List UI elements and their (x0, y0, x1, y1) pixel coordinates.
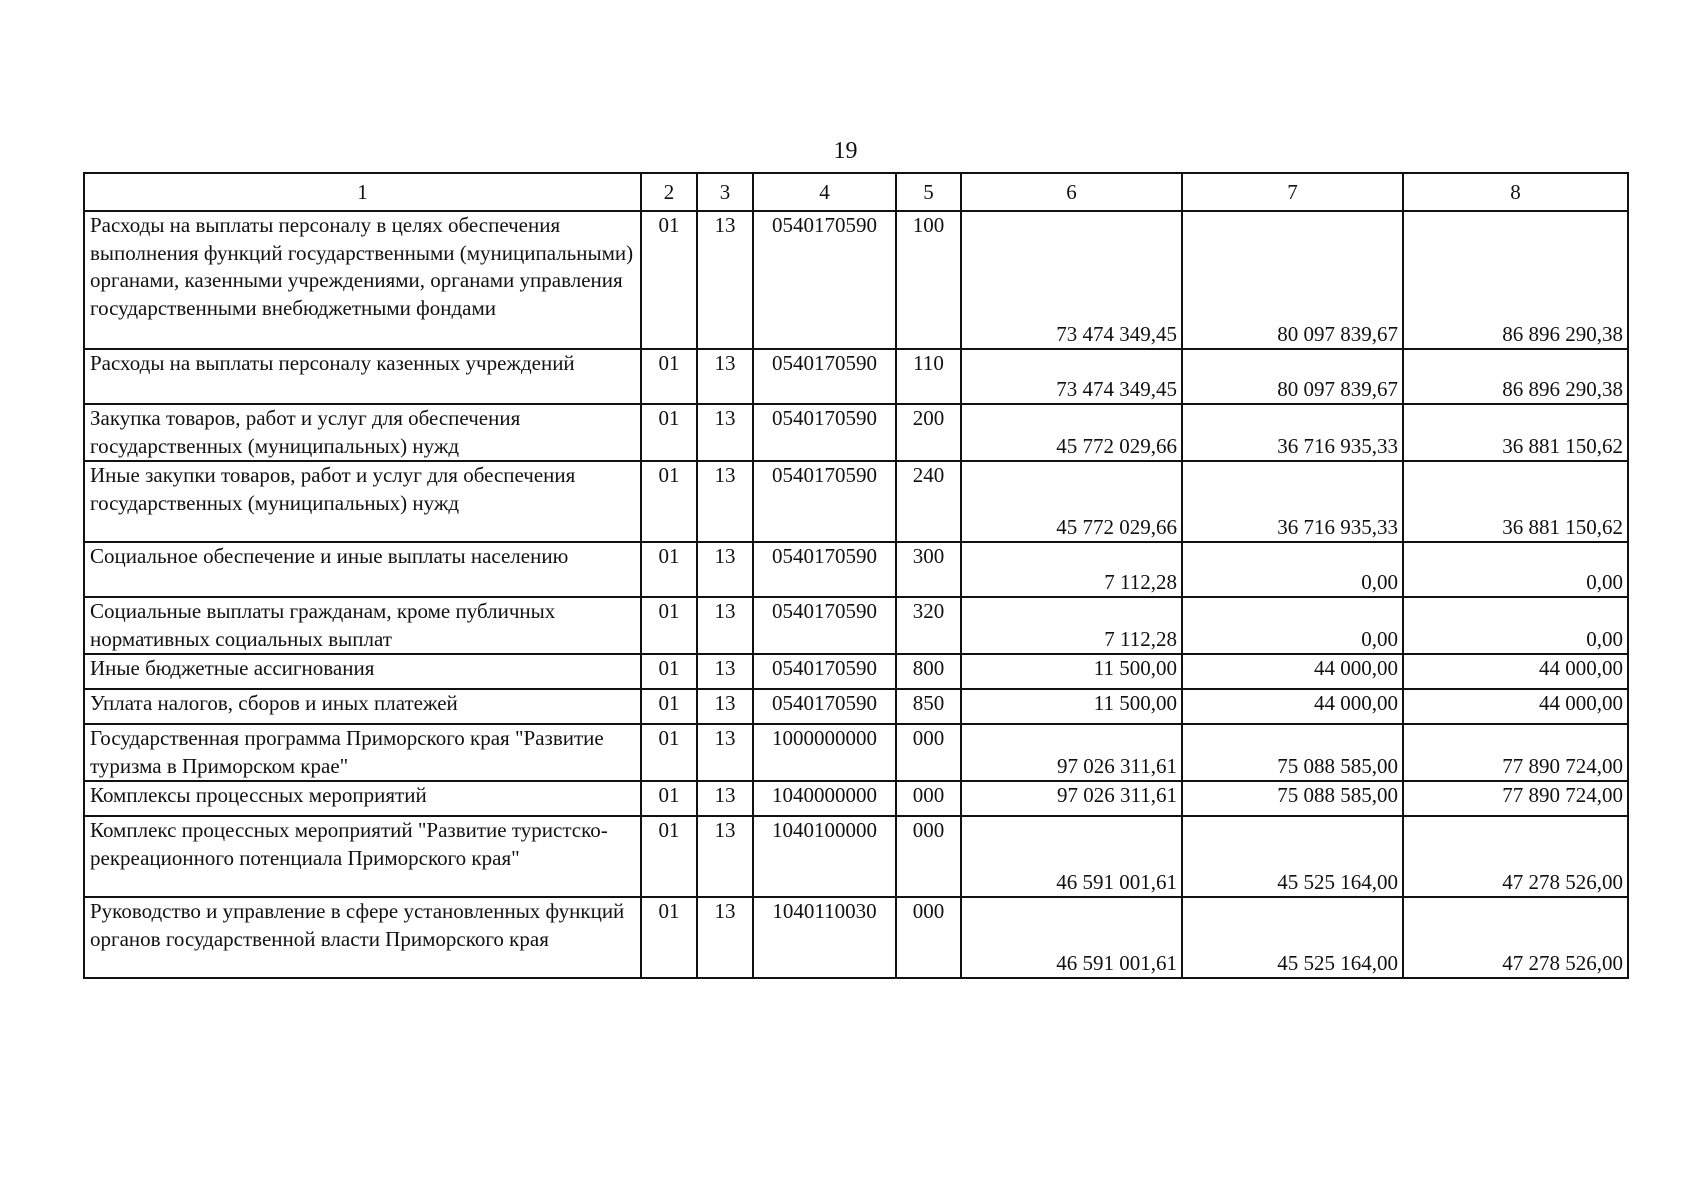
amount-col7-cell: 0,00 (1182, 597, 1403, 654)
amount-col6-cell: 97 026 311,61 (961, 781, 1182, 816)
table-row (84, 542, 1628, 597)
column-header: 4 (753, 173, 896, 211)
expense-type-cell: 000 (896, 816, 961, 897)
subsection-code-cell: 13 (697, 461, 753, 542)
subsection-code-cell: 13 (697, 689, 753, 724)
amount-col7-cell: 80 097 839,67 (1182, 211, 1403, 349)
expense-type-cell: 000 (896, 781, 961, 816)
row-name-cell: Иные закупки товаров, работ и услуг для обеспечения государственных (муниципальных) нужд (84, 461, 641, 542)
page-number: 19 (833, 138, 858, 164)
section-code-cell: 01 (641, 654, 697, 689)
section-code-cell: 01 (641, 542, 697, 597)
subsection-code-cell: 13 (697, 724, 753, 781)
budget-table (83, 172, 1629, 979)
target-article-cell: 0540170590 (753, 654, 896, 689)
target-article-cell: 1000000000 (753, 724, 896, 781)
amount-col8-cell: 77 890 724,00 (1403, 724, 1628, 781)
column-header: 7 (1182, 173, 1403, 211)
target-article-cell: 1040000000 (753, 781, 896, 816)
column-header: 3 (697, 173, 753, 211)
amount-col6-cell: 11 500,00 (961, 654, 1182, 689)
target-article-cell: 0540170590 (753, 542, 896, 597)
amount-col8-cell: 77 890 724,00 (1403, 781, 1628, 816)
row-name-cell: Государственная программа Приморского края "Развитие туризма в Приморском крае" (84, 724, 641, 781)
amount-col7-cell: 36 716 935,33 (1182, 404, 1403, 461)
amount-col8-cell: 44 000,00 (1403, 654, 1628, 689)
amount-col7-cell: 0,00 (1182, 542, 1403, 597)
section-code-cell: 01 (641, 349, 697, 404)
amount-col7-cell: 44 000,00 (1182, 654, 1403, 689)
section-code-cell: 01 (641, 897, 697, 978)
expense-type-cell: 300 (896, 542, 961, 597)
amount-col6-cell: 7 112,28 (961, 542, 1182, 597)
target-article-cell: 0540170590 (753, 404, 896, 461)
target-article-cell: 0540170590 (753, 461, 896, 542)
column-header: 8 (1403, 173, 1628, 211)
amount-col7-cell: 45 525 164,00 (1182, 897, 1403, 978)
table-row (84, 816, 1628, 897)
amount-col6-cell: 46 591 001,61 (961, 897, 1182, 978)
amount-col7-cell: 45 525 164,00 (1182, 816, 1403, 897)
target-article-cell: 0540170590 (753, 689, 896, 724)
target-article-cell: 0540170590 (753, 597, 896, 654)
expense-type-cell: 000 (896, 897, 961, 978)
target-article-cell: 1040100000 (753, 816, 896, 897)
section-code-cell: 01 (641, 724, 697, 781)
amount-col7-cell: 75 088 585,00 (1182, 781, 1403, 816)
table-row (84, 211, 1628, 349)
table-row (84, 461, 1628, 542)
amount-col8-cell: 0,00 (1403, 597, 1628, 654)
column-header: 2 (641, 173, 697, 211)
section-code-cell: 01 (641, 404, 697, 461)
expense-type-cell: 110 (896, 349, 961, 404)
row-name-cell: Закупка товаров, работ и услуг для обеспечения государственных (муниципальных) нужд (84, 404, 641, 461)
amount-col6-cell: 45 772 029,66 (961, 404, 1182, 461)
subsection-code-cell: 13 (697, 211, 753, 349)
subsection-code-cell: 13 (697, 597, 753, 654)
section-code-cell: 01 (641, 211, 697, 349)
amount-col8-cell: 47 278 526,00 (1403, 816, 1628, 897)
section-code-cell: 01 (641, 689, 697, 724)
amount-col8-cell: 47 278 526,00 (1403, 897, 1628, 978)
amount-col7-cell: 44 000,00 (1182, 689, 1403, 724)
amount-col6-cell: 7 112,28 (961, 597, 1182, 654)
expense-type-cell: 000 (896, 724, 961, 781)
expense-type-cell: 800 (896, 654, 961, 689)
table-row (84, 349, 1628, 404)
amount-col8-cell: 36 881 150,62 (1403, 461, 1628, 542)
section-code-cell: 01 (641, 816, 697, 897)
amount-col6-cell: 73 474 349,45 (961, 349, 1182, 404)
table-row (84, 781, 1628, 816)
amount-col7-cell: 75 088 585,00 (1182, 724, 1403, 781)
amount-col6-cell: 73 474 349,45 (961, 211, 1182, 349)
column-header: 5 (896, 173, 961, 211)
expense-type-cell: 100 (896, 211, 961, 349)
expense-type-cell: 320 (896, 597, 961, 654)
amount-col6-cell: 46 591 001,61 (961, 816, 1182, 897)
subsection-code-cell: 13 (697, 404, 753, 461)
row-name-cell: Расходы на выплаты персоналу в целях обеспечения выполнения функций государственными (муниципальными) органами, казенными учреждениями, органами управления государственными внебюджетными фондами (84, 211, 641, 349)
row-name-cell: Уплата налогов, сборов и иных платежей (84, 689, 641, 724)
expense-type-cell: 200 (896, 404, 961, 461)
row-name-cell: Комплекс процессных мероприятий "Развитие туристско-рекреационного потенциала Приморского края" (84, 816, 641, 897)
amount-col8-cell: 86 896 290,38 (1403, 211, 1628, 349)
target-article-cell: 0540170590 (753, 211, 896, 349)
row-name-cell: Расходы на выплаты персоналу казенных учреждений (84, 349, 641, 404)
table-row (84, 597, 1628, 654)
table-row (84, 897, 1628, 978)
row-name-cell: Руководство и управление в сфере установленных функций органов государственной власти Приморского края (84, 897, 641, 978)
section-code-cell: 01 (641, 461, 697, 542)
table-row (84, 654, 1628, 689)
subsection-code-cell: 13 (697, 816, 753, 897)
subsection-code-cell: 13 (697, 781, 753, 816)
target-article-cell: 1040110030 (753, 897, 896, 978)
subsection-code-cell: 13 (697, 897, 753, 978)
amount-col8-cell: 36 881 150,62 (1403, 404, 1628, 461)
row-name-cell: Иные бюджетные ассигнования (84, 654, 641, 689)
section-code-cell: 01 (641, 781, 697, 816)
amount-col6-cell: 45 772 029,66 (961, 461, 1182, 542)
row-name-cell: Комплексы процессных мероприятий (84, 781, 641, 816)
header-row (84, 173, 1628, 211)
subsection-code-cell: 13 (697, 654, 753, 689)
amount-col8-cell: 0,00 (1403, 542, 1628, 597)
amount-col8-cell: 44 000,00 (1403, 689, 1628, 724)
expense-type-cell: 850 (896, 689, 961, 724)
expense-type-cell: 240 (896, 461, 961, 542)
table-row (84, 404, 1628, 461)
amount-col7-cell: 80 097 839,67 (1182, 349, 1403, 404)
section-code-cell: 01 (641, 597, 697, 654)
row-name-cell: Социальное обеспечение и иные выплаты населению (84, 542, 641, 597)
row-name-cell: Социальные выплаты гражданам, кроме публичных нормативных социальных выплат (84, 597, 641, 654)
amount-col7-cell: 36 716 935,33 (1182, 461, 1403, 542)
subsection-code-cell: 13 (697, 349, 753, 404)
target-article-cell: 0540170590 (753, 349, 896, 404)
amount-col8-cell: 86 896 290,38 (1403, 349, 1628, 404)
column-header: 6 (961, 173, 1182, 211)
table-row (84, 724, 1628, 781)
table-row (84, 689, 1628, 724)
amount-col6-cell: 97 026 311,61 (961, 724, 1182, 781)
column-header: 1 (84, 173, 641, 211)
subsection-code-cell: 13 (697, 542, 753, 597)
amount-col6-cell: 11 500,00 (961, 689, 1182, 724)
